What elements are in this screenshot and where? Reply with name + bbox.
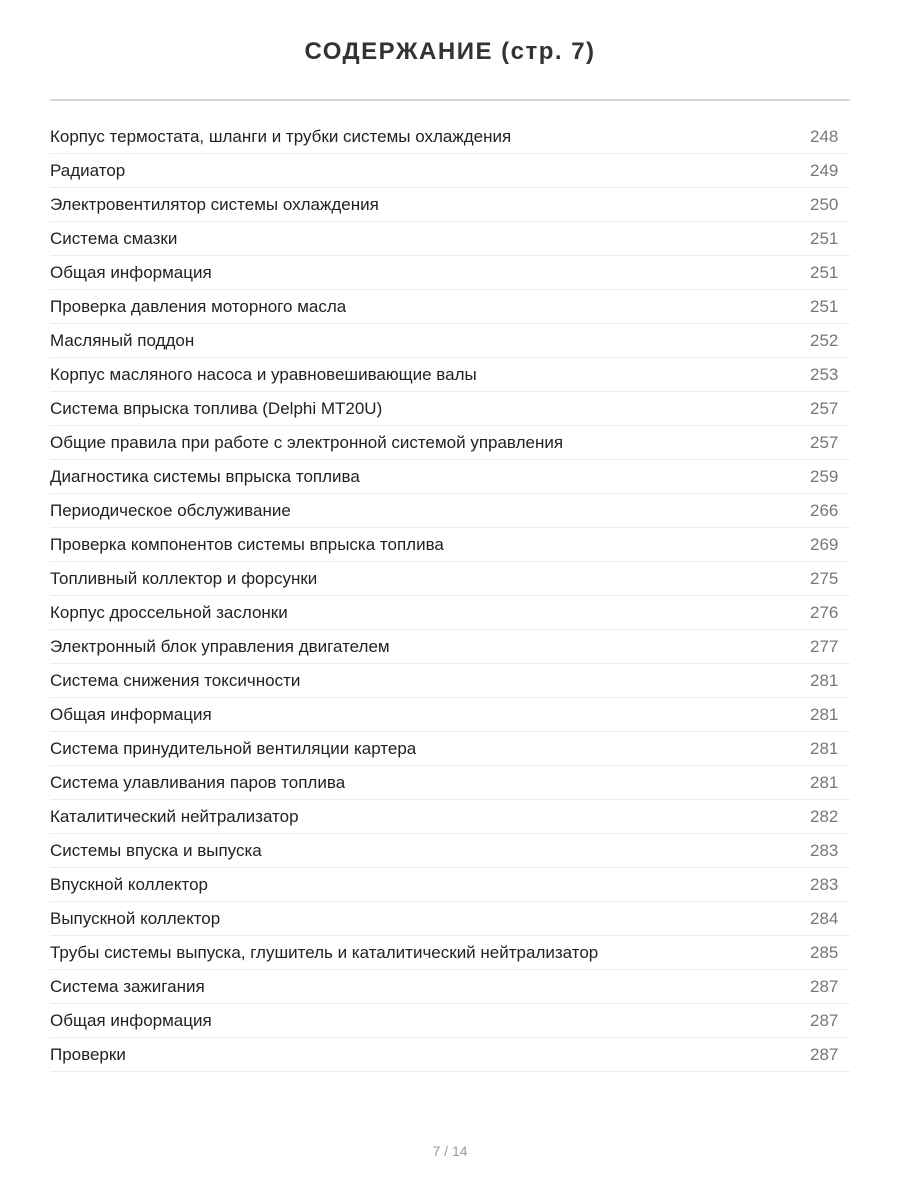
toc-entry[interactable] <box>50 358 850 392</box>
toc-entry-page-number: 281 <box>810 772 839 792</box>
toc-entry-title: Корпус дроссельной заслонки <box>50 602 288 622</box>
toc-entry[interactable] <box>50 494 850 528</box>
toc-entry-page-number: 282 <box>810 806 839 826</box>
toc-entry-page-number: 281 <box>810 670 839 690</box>
page-title: СОДЕРЖАНИЕ (стр. 7) <box>304 38 596 65</box>
toc-entry-page-number: 277 <box>810 636 839 656</box>
toc-entry[interactable] <box>50 324 850 358</box>
toc-entry-page-number: 252 <box>810 330 839 350</box>
toc-entry-title: Электровентилятор системы охлаждения <box>50 194 379 214</box>
toc-entry[interactable] <box>50 426 850 460</box>
toc-entry-page-number: 281 <box>810 704 839 724</box>
toc-entry[interactable] <box>50 732 850 766</box>
toc-entry-page-number: 284 <box>810 908 839 928</box>
toc-entry-title: Система улавливания паров топлива <box>50 772 346 792</box>
toc-entry[interactable] <box>50 596 850 630</box>
toc-entry-page-number: 287 <box>810 976 839 996</box>
toc-entry[interactable] <box>50 630 850 664</box>
toc-entry-page-number: 266 <box>810 500 839 520</box>
title-divider <box>50 99 850 101</box>
toc-entry-title: Периодическое обслуживание <box>50 500 291 520</box>
toc-entry-page-number: 287 <box>810 1010 839 1030</box>
toc-entry-title: Впускной коллектор <box>50 874 208 894</box>
toc-entry-page-number: 259 <box>810 466 839 486</box>
toc-entry-title: Корпус масляного насоса и уравновешивающие валы <box>50 364 477 384</box>
toc-entry-title: Система смазки <box>50 228 178 248</box>
toc-entry-page-number: 283 <box>810 874 839 894</box>
toc-entry-title: Проверки <box>50 1044 126 1064</box>
toc-entry-page-number: 251 <box>810 262 839 282</box>
toc-entry-title: Система зажигания <box>50 976 205 996</box>
toc-entry-page-number: 251 <box>810 296 839 316</box>
toc-entry[interactable] <box>50 154 850 188</box>
toc-entry-page-number: 251 <box>810 228 839 248</box>
page-indicator: 7 / 14 <box>432 1143 468 1159</box>
toc-entry-title: Корпус термостата, шланги и трубки системы охлаждения <box>50 126 512 146</box>
toc-entry[interactable] <box>50 800 850 834</box>
toc-entry[interactable] <box>50 188 850 222</box>
toc-entry-title: Общая информация <box>50 262 212 282</box>
toc-entry[interactable] <box>50 222 850 256</box>
toc-entry-title: Каталитический нейтрализатор <box>50 806 299 826</box>
toc-entry-title: Система принудительной вентиляции картера <box>50 738 417 758</box>
toc-entry[interactable] <box>50 970 850 1004</box>
toc-entry-page-number: 249 <box>810 160 839 180</box>
toc-entry-title: Проверка давления моторного масла <box>50 296 347 316</box>
toc-entry[interactable] <box>50 698 850 732</box>
toc-entry-title: Топливный коллектор и форсунки <box>50 568 318 588</box>
toc-entry[interactable] <box>50 664 850 698</box>
toc-entry-page-number: 276 <box>810 602 839 622</box>
toc-entry-page-number: 281 <box>810 738 839 758</box>
toc-entry-title: Общие правила при работе с электронной системой управления <box>50 432 564 452</box>
toc-entry-page-number: 248 <box>810 126 839 146</box>
toc-entry[interactable] <box>50 120 850 154</box>
toc-entry-title: Общая информация <box>50 1010 212 1030</box>
toc-entry-page-number: 269 <box>810 534 839 554</box>
toc-entry[interactable] <box>50 1004 850 1038</box>
toc-entry[interactable] <box>50 256 850 290</box>
table-of-contents <box>50 120 850 1072</box>
toc-entry-page-number: 250 <box>810 194 839 214</box>
toc-entry-page-number: 275 <box>810 568 839 588</box>
toc-entry-title: Электронный блок управления двигателем <box>50 636 390 656</box>
toc-entry-title: Системы впуска и выпуска <box>50 840 262 860</box>
toc-entry[interactable] <box>50 290 850 324</box>
toc-entry-page-number: 257 <box>810 432 839 452</box>
toc-entry-title: Радиатор <box>50 160 126 180</box>
toc-entry[interactable] <box>50 562 850 596</box>
toc-entry-title: Проверка компонентов системы впрыска топлива <box>50 534 444 554</box>
toc-entry[interactable] <box>50 392 850 426</box>
toc-entry[interactable] <box>50 902 850 936</box>
toc-entry-page-number: 257 <box>810 398 839 418</box>
toc-entry-page-number: 287 <box>810 1044 839 1064</box>
toc-entry-title: Диагностика системы впрыска топлива <box>50 466 360 486</box>
toc-entry-title: Система впрыска топлива (Delphi MT20U) <box>50 398 383 418</box>
toc-entry-page-number: 253 <box>810 364 839 384</box>
toc-entry-title: Масляный поддон <box>50 330 195 350</box>
toc-entry[interactable] <box>50 1038 850 1072</box>
toc-entry-title: Общая информация <box>50 704 212 724</box>
toc-entry-page-number: 285 <box>810 942 839 962</box>
toc-entry[interactable] <box>50 460 850 494</box>
toc-entry[interactable] <box>50 834 850 868</box>
toc-entry[interactable] <box>50 936 850 970</box>
toc-entry-title: Трубы системы выпуска, глушитель и каталитический нейтрализатор <box>50 942 599 962</box>
toc-entry-title: Система снижения токсичности <box>50 670 301 690</box>
toc-entry-title: Выпускной коллектор <box>50 908 221 928</box>
toc-entry-page-number: 283 <box>810 840 839 860</box>
toc-entry[interactable] <box>50 868 850 902</box>
toc-entry[interactable] <box>50 766 850 800</box>
toc-entry[interactable] <box>50 528 850 562</box>
